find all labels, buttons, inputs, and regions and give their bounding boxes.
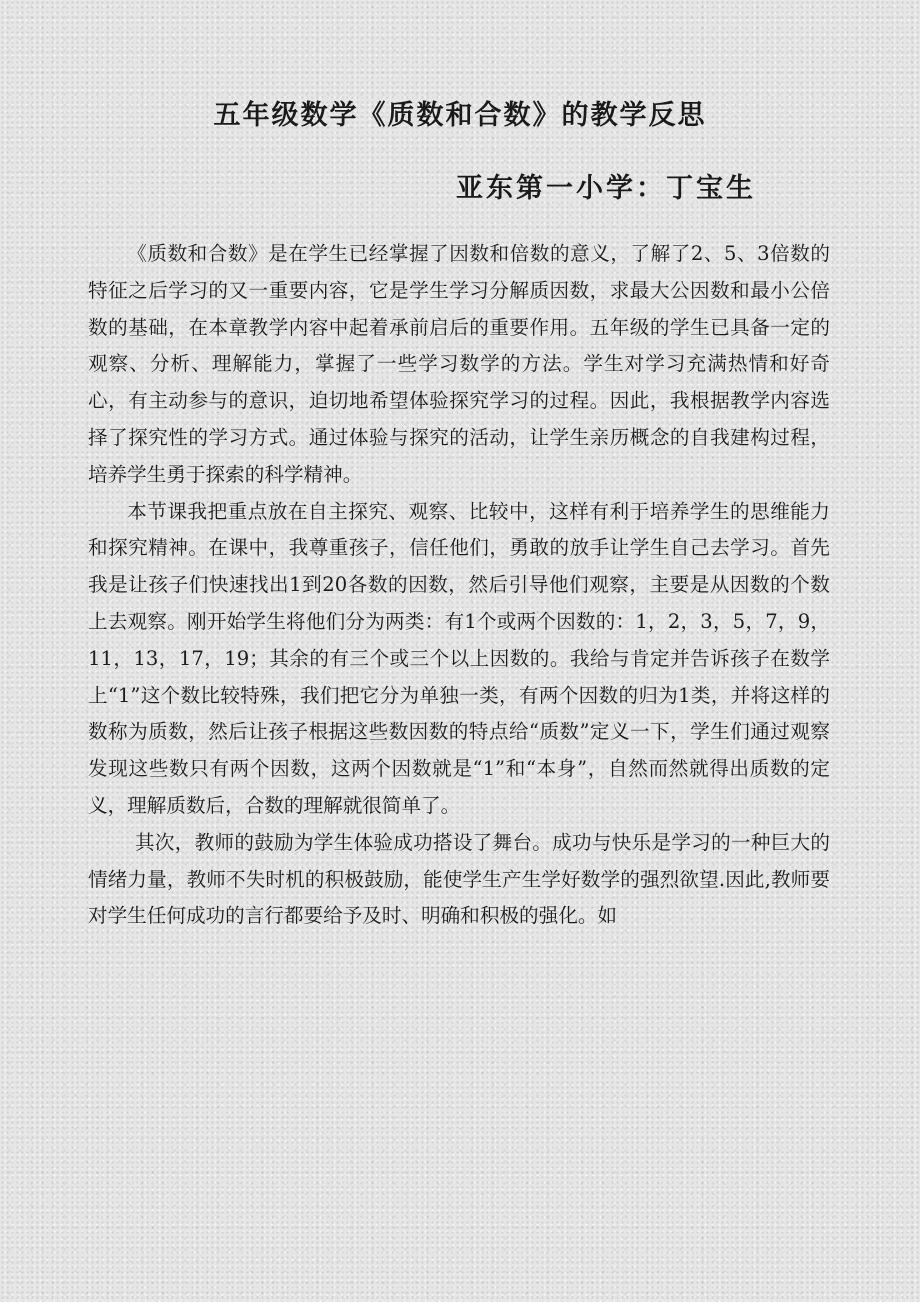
paragraph: 《质数和合数》是在学生已经掌握了因数和倍数的意义，了解了2、5、3倍数的特征之后学习的又一重要内容，它是学生学习分解质因数，求最大公因数和最小公倍数的基础，在本章教学内容中起着承前启后的重要作用。五年级的学生已具备一定的观察、分析、理解能力，掌握了一些学习数学的方法。学生对学习充满热情和好奇心，有主动参与的意识，迫切地希望体验探究学习的过程。因此，我根据教学内容选择了探究性的学习方式。通过体验与探究的活动，让学生亲历概念的自我建构过程，培养学生勇于探索的科学精神。 <box>88 242 830 486</box>
paragraph: 本节课我把重点放在自主探究、观察、比较中，这样有利于培养学生的思维能力和探究精神。在课中，我尊重孩子，信任他们，勇敢的放手让学生自己去学习。首先我是让孩子们快速找出1到20各数的因数，然后引导他们观察，主要是从因数的个数上去观察。刚开始学生将他们分为两类：有1个或两个因数的：1，2，3，5，7，9，11，13，17，19；其余的有三个或三个以上因数的。我给与肯定并告诉孩子在数学上“1”这个数比较特殊，我们把它分为单独一类，有两个因数的归为1类，并将这样的数称为质数，然后让孩子根据这些数因数的特点给“质数”定义一下，学生们通过观察发现这些数只有两个因数，这两个因数就是“1”和“本身”，自然而然就得出质数的定义，理解质数后，合数的理解就很简单了。 <box>88 499 830 817</box>
document-title: 五年级数学《质数和合数》的教学反思 <box>213 100 707 131</box>
paragraph: 其次，教师的鼓励为学生体验成功搭设了舞台。成功与快乐是学习的一种巨大的情绪力量，教师不失时机的积极鼓励，能使学生产生学好数学的强烈欲望.因此,教师要对学生任何成功的言行都要给予及时、明确和积极的强化。如 <box>88 830 830 928</box>
document-body <box>88 236 830 935</box>
author-line: 亚东第一小学：丁宝生 <box>456 173 756 204</box>
